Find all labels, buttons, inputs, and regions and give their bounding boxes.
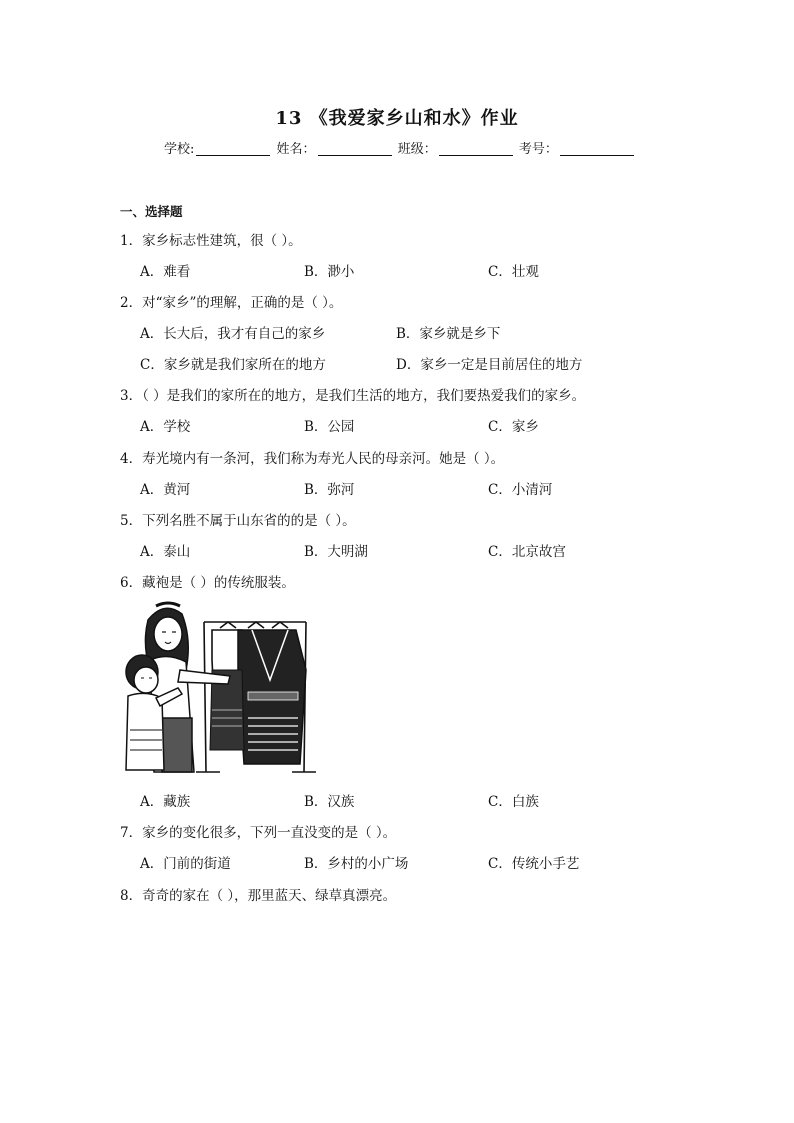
question-2-option-a[interactable]: A．长大后，我才有自己的家乡 — [140, 326, 326, 342]
question-1-option-c[interactable]: C．壮观 — [488, 264, 539, 280]
question-2-option-d[interactable]: D．家乡一定是目前居住的地方 — [396, 357, 583, 373]
question-6-option-a[interactable]: A．藏族 — [140, 794, 191, 810]
question-6-option-c[interactable]: C．白族 — [488, 794, 539, 810]
question-1-option-b[interactable]: B．渺小 — [304, 264, 355, 280]
question-6-option-b[interactable]: B．汉族 — [304, 794, 355, 810]
section-heading: 一、选择题 — [120, 204, 183, 219]
name-blank[interactable] — [318, 141, 392, 156]
question-3-option-a[interactable]: A．学校 — [140, 419, 191, 435]
page-title: 13 《我爱家乡山和水》作业 — [275, 108, 519, 129]
question-2-option-b[interactable]: B．家乡就是乡下 — [396, 326, 501, 342]
question-4-option-c[interactable]: C．小清河 — [488, 482, 553, 498]
question-7: 7．家乡的变化很多，下列一直没变的是（ ）。 — [120, 825, 397, 841]
question-2-option-c[interactable]: C．家乡就是我们家所在的地方 — [140, 357, 326, 373]
class-blank[interactable] — [439, 141, 513, 156]
question-4-option-b[interactable]: B．弥河 — [304, 482, 355, 498]
name-label: 姓名： — [276, 142, 316, 157]
question-5-option-a[interactable]: A．泰山 — [140, 544, 191, 560]
question-8: 8．奇奇的家在（ ），那里蓝天、绿草真漂亮。 — [120, 888, 397, 904]
question-4-option-a[interactable]: A．黄河 — [140, 482, 191, 498]
exam-number-label: 考号： — [518, 142, 558, 157]
school-label: 学校: — [164, 142, 195, 157]
question-3-option-b[interactable]: B．公园 — [304, 419, 355, 435]
student-info-line — [164, 138, 636, 157]
exam-number-blank[interactable] — [560, 141, 634, 156]
school-blank[interactable] — [196, 141, 270, 156]
question-6: 6．藏袍是（ ）的传统服装。 — [120, 575, 295, 591]
question-3-option-c[interactable]: C．家乡 — [488, 419, 539, 435]
tibetan-robe-illustration — [120, 600, 320, 776]
question-4: 4．寿光境内有一条河，我们称为寿光人民的母亲河。她是（ ）。 — [120, 451, 505, 467]
question-1: 1．家乡标志性建筑，很（ ）。 — [120, 233, 302, 249]
question-5-option-b[interactable]: B．大明湖 — [304, 544, 368, 560]
question-1-option-a[interactable]: A．难看 — [140, 264, 191, 280]
question-2: 2．对“家乡”的理解，正确的是（ ）。 — [120, 295, 343, 311]
question-5: 5．下列名胜不属于山东省的的是（ ）。 — [120, 513, 356, 529]
question-3: 3．（ ）是我们的家所在的地方，是我们生活的地方，我们要热爱我们的家乡。 — [120, 388, 586, 404]
question-7-option-c[interactable]: C．传统小手艺 — [488, 856, 580, 872]
question-5-option-c[interactable]: C．北京故宫 — [488, 544, 566, 560]
question-7-option-a[interactable]: A．门前的街道 — [140, 856, 231, 872]
question-7-option-b[interactable]: B．乡村的小广场 — [304, 856, 409, 872]
class-label: 班级： — [397, 142, 437, 157]
